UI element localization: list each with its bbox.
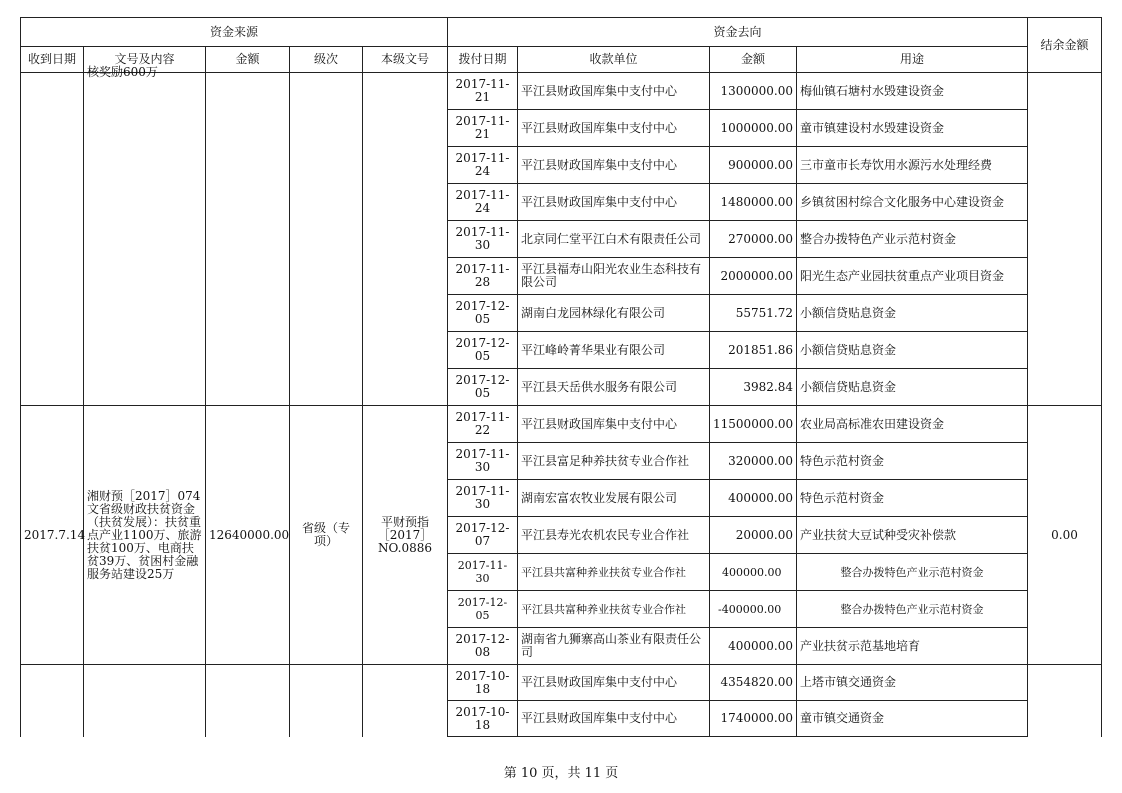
purpose: 三市童市长寿饮用水源污水处理经费 <box>797 147 1028 184</box>
payee: 平江县财政国库集中支付中心 <box>518 73 710 110</box>
payment-amount: 900000.00 <box>710 147 797 184</box>
payment-amount: 1740000.00 <box>710 701 797 737</box>
payment-amount: 3982.84 <box>710 369 797 406</box>
payment-date: 2017-11-30 <box>448 480 518 517</box>
balance-cell: 0.00 <box>1028 406 1102 665</box>
purpose: 特色示范村资金 <box>797 480 1028 517</box>
table-row <box>21 406 1102 443</box>
document-content-tail: 核奖励600万 <box>87 65 158 79</box>
document-content-cell <box>84 665 206 737</box>
payee: 平江县寿光农机农民专业合作社 <box>518 517 710 554</box>
payment-amount: 1300000.00 <box>710 73 797 110</box>
source-amount-cell <box>206 665 290 737</box>
document-content-cell: 湘财预［2017］074文省级财政扶贫资金（扶贫发展）：扶贫重点产业1100万、旅游扶贫100万、电商扶贫39万、贫困村金融服务站建设25万 <box>84 406 206 665</box>
payment-amount: 320000.00 <box>710 443 797 480</box>
col-level: 级次 <box>290 47 363 73</box>
purpose: 阳光生态产业园扶贫重点产业项目资金 <box>797 258 1028 295</box>
reference-cell <box>363 665 448 737</box>
col-payment-amount: 金额 <box>710 47 797 73</box>
payment-amount: 55751.72 <box>710 295 797 332</box>
payee: 平江县福寿山阳光农业生态科技有限公司 <box>518 258 710 295</box>
payment-date: 2017-11-30 <box>448 443 518 480</box>
payment-amount: 201851.86 <box>710 332 797 369</box>
col-payment-date: 拨付日期 <box>448 47 518 73</box>
col-source-amount: 金额 <box>206 47 290 73</box>
level-cell <box>290 73 363 406</box>
payee: 平江县富足种养扶贫专业合作社 <box>518 443 710 480</box>
payee: 平江县财政国库集中支付中心 <box>518 184 710 221</box>
balance-cell <box>1028 73 1102 406</box>
received-date-cell <box>21 665 84 737</box>
payment-date: 2017-12-05 <box>448 295 518 332</box>
reference-cell: 平财预指［2017］NO.0886 <box>363 406 448 665</box>
purpose: 特色示范村资金 <box>797 443 1028 480</box>
payment-date: 2017-11-30 <box>448 554 518 591</box>
payment-date: 2017-11-22 <box>448 406 518 443</box>
purpose: 乡镇贫困村综合文化服务中心建设资金 <box>797 184 1028 221</box>
received-date-cell: 2017.7.14 <box>21 406 84 665</box>
payment-amount: 1480000.00 <box>710 184 797 221</box>
payment-date: 2017-12-05 <box>448 332 518 369</box>
level-cell: 省级（专项） <box>290 406 363 665</box>
payee: 平江县财政国库集中支付中心 <box>518 147 710 184</box>
payment-date: 2017-10-18 <box>448 665 518 701</box>
purpose: 产业扶贫大豆试种受灾补偿款 <box>797 517 1028 554</box>
col-purpose: 用途 <box>797 47 1028 73</box>
payee: 平江县共富种养业扶贫专业合作社 <box>518 554 710 591</box>
purpose: 童市镇交通资金 <box>797 701 1028 737</box>
payee: 平江县共富种养业扶贫专业合作社 <box>518 591 710 628</box>
purpose: 梅仙镇石塘村水毁建设资金 <box>797 73 1028 110</box>
payee: 湖南宏富农牧业发展有限公司 <box>518 480 710 517</box>
payment-amount: 20000.00 <box>710 517 797 554</box>
table-row <box>21 73 1102 110</box>
document-content-cell <box>84 65 206 406</box>
payment-amount: 1000000.00 <box>710 110 797 147</box>
payment-date: 2017-11-24 <box>448 147 518 184</box>
level-cell <box>290 665 363 737</box>
reference-cell <box>363 73 448 406</box>
source-group-header: 资金来源 <box>21 18 448 47</box>
purpose: 产业扶贫示范基地培育 <box>797 628 1028 665</box>
payment-date: 2017-12-05 <box>448 369 518 406</box>
page-number-footer: 第 10 页，共 11 页 <box>503 766 619 781</box>
purpose: 小额信贷贴息资金 <box>797 332 1028 369</box>
purpose: 小额信贷贴息资金 <box>797 295 1028 332</box>
payee: 湖南省九狮寨高山茶业有限责任公司 <box>518 628 710 665</box>
col-document-content: 文号及内容 <box>84 47 206 73</box>
payment-amount: -400000.00 <box>710 591 797 628</box>
payee: 平江峰岭菁华果业有限公司 <box>518 332 710 369</box>
payee: 平江县财政国库集中支付中心 <box>518 406 710 443</box>
purpose: 农业局高标准农田建设资金 <box>797 406 1028 443</box>
payment-amount: 2000000.00 <box>710 258 797 295</box>
source-amount-cell: 12640000.00 <box>206 406 290 665</box>
purpose: 整合办拨特色产业示范村资金 <box>797 591 1028 628</box>
purpose: 上塔市镇交通资金 <box>797 665 1028 701</box>
payment-amount: 4354820.00 <box>710 665 797 701</box>
col-payee: 收款单位 <box>518 47 710 73</box>
fund-ledger-table <box>20 17 1102 737</box>
payment-amount: 400000.00 <box>710 480 797 517</box>
source-amount-cell <box>206 73 290 406</box>
payment-date: 2017-12-08 <box>448 628 518 665</box>
purpose: 小额信贷贴息资金 <box>797 369 1028 406</box>
col-received-date: 收到日期 <box>21 47 84 73</box>
payment-date: 2017-11-21 <box>448 110 518 147</box>
payee: 湖南白龙园林绿化有限公司 <box>518 295 710 332</box>
payee: 平江县财政国库集中支付中心 <box>518 701 710 737</box>
payment-date: 2017-12-05 <box>448 591 518 628</box>
payment-date: 2017-11-21 <box>448 73 518 110</box>
payment-date: 2017-11-30 <box>448 221 518 258</box>
balance-header: 结余金额 <box>1028 18 1102 73</box>
payment-amount: 11500000.00 <box>710 406 797 443</box>
purpose: 整合办拨特色产业示范村资金 <box>797 221 1028 258</box>
payment-amount: 270000.00 <box>710 221 797 258</box>
purpose: 整合办拨特色产业示范村资金 <box>797 554 1028 591</box>
balance-cell <box>1028 665 1102 737</box>
destination-group-header: 资金去向 <box>448 18 1028 47</box>
col-reference: 本级文号 <box>363 47 448 73</box>
payee: 平江县财政国库集中支付中心 <box>518 665 710 701</box>
payment-date: 2017-10-18 <box>448 701 518 737</box>
payee: 北京同仁堂平江白术有限责任公司 <box>518 221 710 258</box>
payment-date: 2017-11-28 <box>448 258 518 295</box>
payment-amount: 400000.00 <box>710 554 797 591</box>
purpose: 童市镇建设村水毁建设资金 <box>797 110 1028 147</box>
payee: 平江县财政国库集中支付中心 <box>518 110 710 147</box>
payment-date: 2017-11-24 <box>448 184 518 221</box>
table-row <box>21 665 1102 701</box>
payment-date: 2017-12-07 <box>448 517 518 554</box>
received-date-cell <box>21 73 84 406</box>
payment-amount: 400000.00 <box>710 628 797 665</box>
payee: 平江县天岳供水服务有限公司 <box>518 369 710 406</box>
